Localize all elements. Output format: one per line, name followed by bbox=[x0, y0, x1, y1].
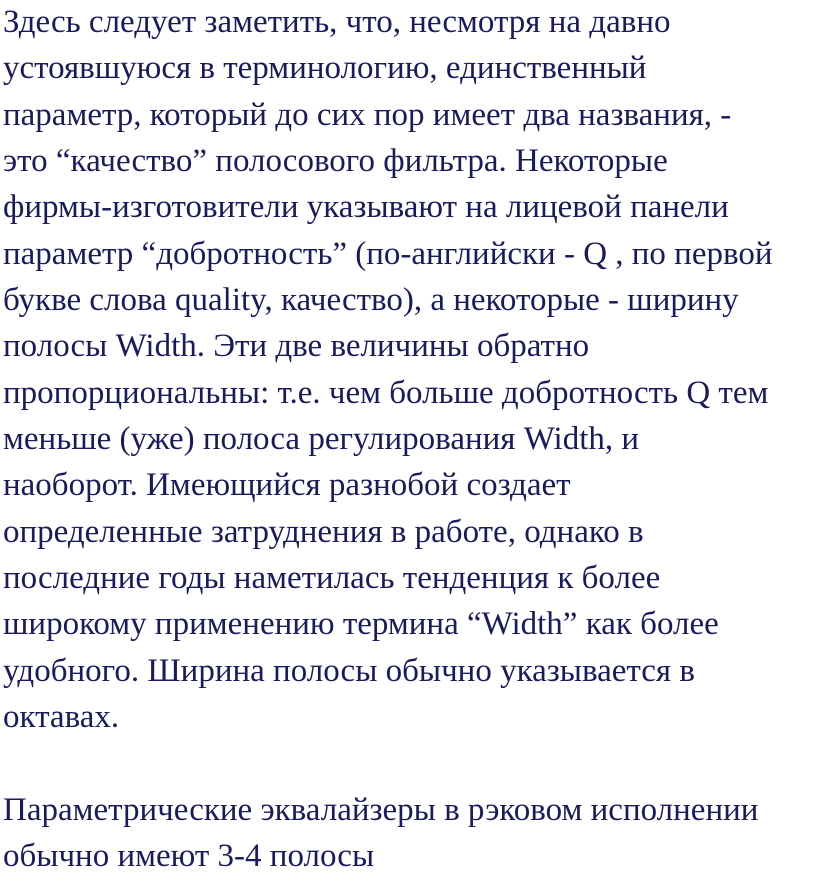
text-line: определенные затруднения в работе, однако в bbox=[3, 514, 644, 550]
text-line: параметр, который до сих пор имеет два названия, - bbox=[3, 97, 732, 133]
text-line: букве слова quality, качество), а некоторые - ширину bbox=[3, 282, 739, 318]
text-line: Здесь следует заметить, что, несмотря на давно bbox=[3, 4, 671, 40]
text-line: Параметрические эквалайзеры в рэковом исполнении bbox=[3, 792, 759, 828]
text-line: устоявшуюся в терминологию, единственный bbox=[3, 50, 647, 86]
text-line: обычно имеют 3-4 полосы bbox=[3, 838, 375, 874]
text-line: пропорциональны: т.е. чем больше добротность Q тем bbox=[3, 375, 769, 411]
text-line: широкому применению термина “Width” как более bbox=[3, 606, 719, 642]
text-line: полосы Width. Эти две величины обратно bbox=[3, 328, 590, 364]
text-line: последние годы наметилась тенденция к более bbox=[3, 560, 661, 596]
text-line: фирмы-изготовители указывают на лицевой панели bbox=[3, 189, 729, 225]
text-line: удобного. Ширина полосы обычно указывается в bbox=[3, 653, 695, 689]
text-line: это “качество” полосового фильтра. Некоторые bbox=[3, 143, 668, 179]
text-line: параметр “добротность” (по-английски - Q , по первой bbox=[3, 236, 773, 272]
text-line: меньше (уже) полоса регулирования Width, и bbox=[3, 421, 640, 457]
text-line: наоборот. Имеющийся разнобой создает bbox=[3, 467, 571, 503]
text-line: октавах. bbox=[3, 699, 120, 735]
